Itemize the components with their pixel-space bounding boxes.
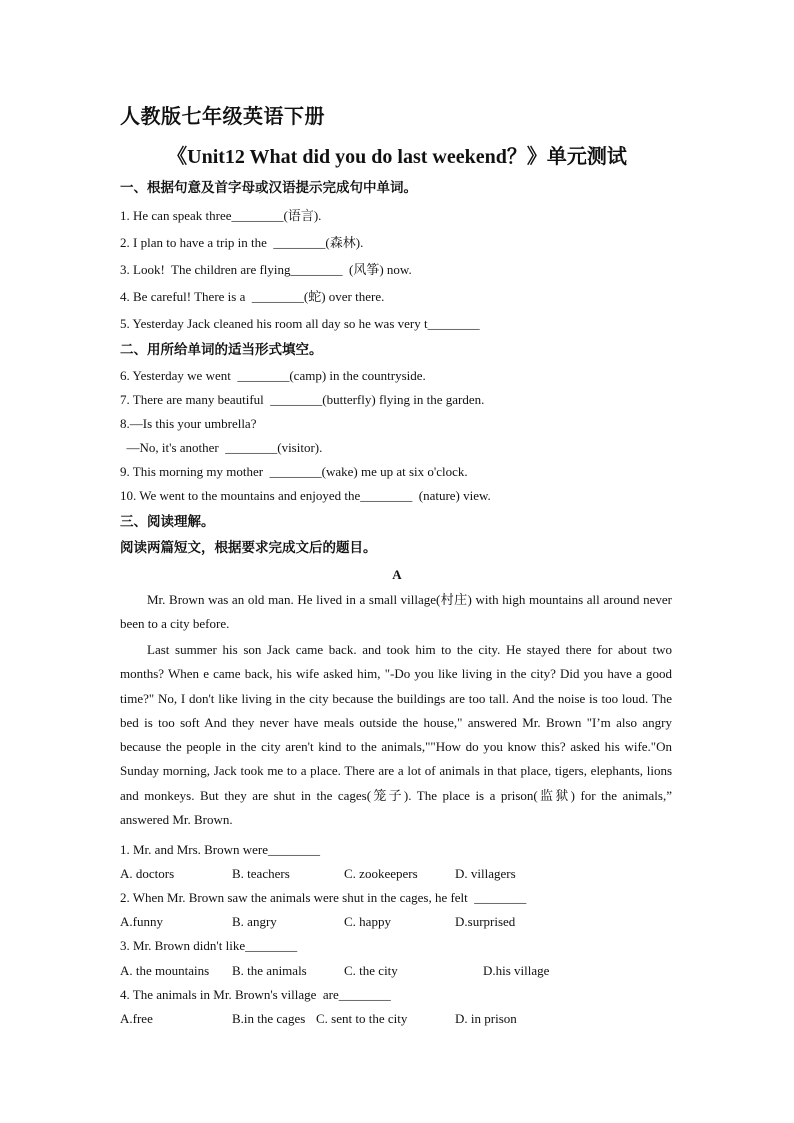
mc-option: C. happy [344, 914, 391, 929]
mc-option: B.in the cages [232, 1011, 306, 1026]
mc-option: B. the animals [232, 963, 307, 978]
section3-heading: 三、阅读理解。 [120, 514, 215, 529]
question-item: 6. Yesterday we went ________(camp) in the countryside. [120, 368, 426, 383]
mc-option: D. in prison [455, 1011, 517, 1026]
section2-heading: 二、用所给单词的适当形式填空。 [120, 342, 323, 357]
mc-option: C. sent to the city [316, 1011, 408, 1026]
question-item: 7. There are many beautiful ________(butterfly) flying in the garden. [120, 392, 485, 407]
document-subtitle: 《Unit12 What did you do last weekend？》单元测试 [167, 146, 627, 168]
section3-instruction: 阅读两篇短文，根据要求完成文后的题目。 [120, 540, 377, 555]
question-item: 1. He can speak three________(语言). [120, 208, 322, 223]
question-item: 8.—Is this your umbrella? [120, 416, 257, 431]
passage-paragraph-2: Last summer his son Jack came back. and took him to the city. He stayed there for about two months? When e came back, his wife asked him, "-Do you like living in the city? Did you have a good time?" No, I don't like living in the city because the buildings are too tall. And the noise is too loud. The bed is too soft And they never have meals outside the house," answered Mr. Brown "I’m also angry because the people in the city aren't kind to the animals,""How do you know this? asked his wife."On Sunday morning, Jack took me to a place. There are a lot of animals in that place, tigers, elephants, lions and monkeys. But they are shut in the cages(笼子). The place is a prison(监狱) for the animals,” answered Mr. Brown. [120, 642, 672, 828]
question-item: 10. We went to the mountains and enjoyed the________ (nature) view. [120, 488, 491, 503]
question-item: 5. Yesterday Jack cleaned his room all day so he was very t________ [120, 316, 480, 331]
question-item: 9. This morning my mother ________(wake) me up at six o'clock. [120, 464, 468, 479]
mc-option: D. villagers [455, 866, 516, 881]
mc-option: D.surprised [455, 914, 516, 929]
question-item: —No, it's another ________(visitor). [120, 440, 323, 455]
document-title: 人教版七年级英语下册 [120, 106, 325, 128]
mc-option: A. the mountains [120, 963, 210, 978]
mc-question-stem: 4. The animals in Mr. Brown's village are________ [120, 987, 391, 1002]
passage-label: A [392, 567, 402, 582]
section1-heading: 一、根据句意及首字母或汉语提示完成句中单词。 [120, 180, 417, 195]
mc-question-stem: 1. Mr. and Mrs. Brown were________ [120, 842, 321, 857]
mc-option: A. doctors [120, 866, 175, 881]
mc-option: B. angry [232, 914, 277, 929]
mc-option: A.free [120, 1011, 153, 1026]
question-item: 3. Look! The children are flying________ (风筝) now. [120, 262, 412, 277]
question-item: 2. I plan to have a trip in the ________(森林). [120, 235, 364, 250]
mc-option: C. zookeepers [344, 866, 418, 881]
mc-option: C. the city [344, 963, 398, 978]
mc-question-stem: 3. Mr. Brown didn't like________ [120, 938, 298, 953]
mc-option: D.his village [483, 963, 550, 978]
question-item: 4. Be careful! There is a ________(蛇) over there. [120, 289, 385, 304]
mc-option: A.funny [120, 914, 163, 929]
mc-option: B. teachers [232, 866, 290, 881]
mc-question-stem: 2. When Mr. Brown saw the animals were shut in the cages, he felt ________ [120, 890, 527, 905]
passage-paragraph-1: Mr. Brown was an old man. He lived in a small village(村庄) with high mountains all around never been to a city before. [120, 592, 672, 632]
